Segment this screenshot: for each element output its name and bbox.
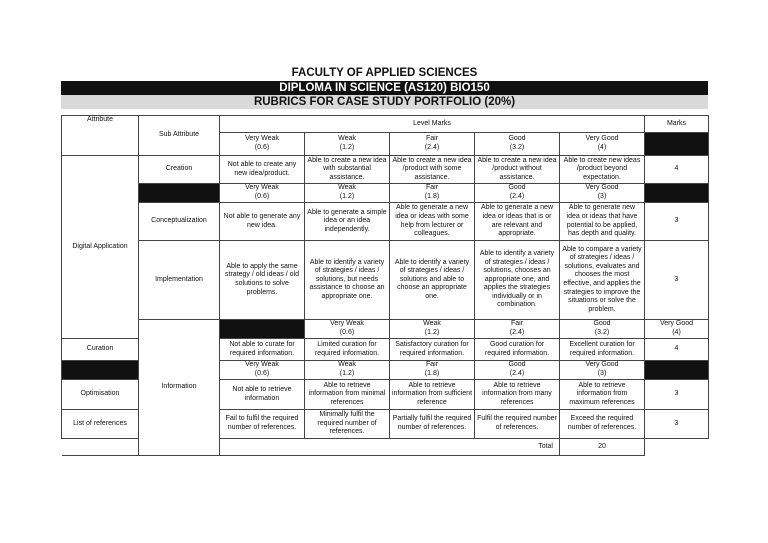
rubric-cell: Exceed the required number of references. [560, 410, 645, 439]
total-label: Total [62, 439, 560, 456]
level-label: Good [508, 184, 526, 192]
level-score: (0.6) [254, 370, 270, 377]
sub-attribute-conceptualization: Conceptualization [139, 203, 220, 241]
faculty-title: FACULTY OF APPLIED SCIENCES [291, 67, 478, 79]
marks-cell: 3 [645, 203, 709, 241]
level-label: Fair [425, 361, 439, 369]
blank-cell [139, 184, 220, 203]
level-score: (0.6) [254, 144, 270, 151]
level-cell [305, 361, 390, 380]
level-score: (2.4) [424, 144, 440, 151]
marks-cell: 4 [645, 339, 709, 361]
blank-cell [645, 361, 709, 380]
blank-cell [62, 361, 139, 380]
level-cell [220, 184, 305, 203]
blank-cell [645, 133, 709, 156]
rubric-cell: Able to retrieve information from sufficient reference [390, 380, 475, 410]
level-cell [390, 320, 475, 339]
level-marks-header: Level Marks [220, 116, 645, 133]
rubric-cell: Able to retrieve information from many references [475, 380, 560, 410]
rubric-cell: Not able to create any new idea/product. [220, 156, 305, 184]
level-cell [475, 184, 560, 203]
rubric-cell: Able to identify a variety of strategies / ideas / solutions, but needs assistance to choose an appropriate one. [305, 241, 390, 320]
level-cell [560, 320, 645, 339]
level-label: Good [508, 361, 526, 369]
rubric-cell: Satisfactory curation for required information. [390, 339, 475, 361]
rubric-cell: Able to retrieve information from maximum references [560, 380, 645, 410]
rubric-cell: Limited curation for required information. [305, 339, 390, 361]
level-score: (4) [672, 329, 681, 336]
attribute-information: Information [139, 320, 220, 456]
level-label: Good [508, 135, 526, 143]
level-score: (1.8) [424, 193, 440, 200]
rubric-cell: Able to generate a simple idea or an idea independently. [305, 203, 390, 241]
level-label: Weak [338, 361, 356, 369]
level-cell [390, 184, 475, 203]
rubric-cell: Minimally fulfil the required number of references. [305, 410, 390, 439]
rubric-cell: Able to identify a variety of strategies / ideas / solutions and able to choose an appropriate one. [390, 241, 475, 320]
rubric-cell: Able to compare a variety of strategies / ideas / solutions, evaluates and chooses the most effective, and applies the strategies to improve the situations or solve the problem. [560, 241, 645, 320]
rubric-cell: Not able to generate any new idea. [220, 203, 305, 241]
level-cell [390, 361, 475, 380]
level-score: (1.2) [424, 329, 440, 336]
level-cell [560, 184, 645, 203]
level-label: Very Good [585, 184, 619, 192]
blank-cell [220, 320, 305, 339]
level-cell [390, 133, 475, 156]
rubric-cell: Able to generate a new idea or ideas with some help from lecturer or colleagues. [390, 203, 475, 241]
sub-attribute-implementation: Implementation [139, 241, 220, 320]
level-label: Weak [338, 135, 356, 143]
rubric-cell: Able to generate new idea or ideas that have potential to be applied, has depth and quality. [560, 203, 645, 241]
level-label: Fair [425, 184, 439, 192]
sub-attribute-optimisation: Optimisation [62, 380, 139, 410]
marks-cell: 3 [645, 380, 709, 410]
rubric-cell: Able to retrieve information from minimal references [305, 380, 390, 410]
rubric-cell: Fulfil the required number of references. [475, 410, 560, 439]
level-label: Weak [338, 184, 356, 192]
rubric-cell: Able to apply the same strategy / old ideas / old solutions to solve problems. [220, 241, 305, 320]
rubric-cell: Excellent curation for required information. [560, 339, 645, 361]
rubric-cell: Able to identify a variety of strategies / ideas / solutions, chooses an appropriate one, and applies the strategies individually or in combination. [475, 241, 560, 320]
level-cell [560, 361, 645, 380]
level-score: (2.4) [509, 329, 525, 336]
level-score: (1.2) [339, 144, 355, 151]
sub-attribute-creation: Creation [139, 156, 220, 184]
programme-title: DIPLOMA IN SCIENCE (AS120) BIO150 [61, 81, 708, 95]
sub-attribute-curation: Curation [62, 339, 139, 361]
sub-attribute-references: List of references [62, 410, 139, 439]
marks-cell: 3 [645, 410, 709, 439]
rubric-cell: Able to create a new idea with substantial assistance. [305, 156, 390, 184]
level-cell [305, 320, 390, 339]
level-cell [475, 361, 560, 380]
level-score: (0.6) [254, 193, 270, 200]
attribute-digital-application: Digital Application [62, 156, 139, 339]
level-label: Fair [425, 135, 439, 143]
blank-cell [645, 184, 709, 203]
rubric-cell: Able to create a new idea /product without assistance. [475, 156, 560, 184]
level-label: Very Weak [330, 320, 364, 328]
level-cell [220, 133, 305, 156]
level-score: (1.2) [339, 370, 355, 377]
marks-header: Marks [645, 116, 709, 133]
level-score: (3) [597, 370, 607, 377]
rubric-table [61, 115, 709, 456]
rubric-cell: Partially fulfil the required number of references. [390, 410, 475, 439]
level-label: Very Weak [245, 135, 279, 143]
level-label: Fair [510, 320, 524, 328]
level-score: (4) [597, 144, 607, 151]
level-cell [475, 133, 560, 156]
level-cell [305, 184, 390, 203]
level-cell [645, 320, 709, 339]
level-score: (3.2) [594, 329, 610, 336]
rubric-cell: Able to generate a new idea or ideas that is or are relevant and appropriate. [475, 203, 560, 241]
level-score: (3.2) [509, 144, 525, 151]
level-label: Good [593, 320, 611, 328]
level-score: (1.8) [424, 370, 440, 377]
rubric-cell: Able to create a new idea /product with some assistance. [390, 156, 475, 184]
level-score: (1.2) [339, 193, 355, 200]
rubric-title: RUBRICS FOR CASE STUDY PORTFOLIO (20%) [61, 95, 708, 109]
level-label: Weak [423, 320, 441, 328]
level-cell [305, 133, 390, 156]
level-score: (3) [597, 193, 607, 200]
marks-cell: 4 [645, 156, 709, 184]
level-label: Very Good [585, 361, 619, 369]
sub-attribute-header: Sub Attribute [139, 116, 220, 156]
level-cell [475, 320, 560, 339]
level-cell [220, 361, 305, 380]
rubric-cell: Not able to retrieve information [220, 380, 305, 410]
level-label: Very Good [585, 135, 619, 143]
level-label: Very Good [659, 320, 694, 328]
rubric-cell: Good curation for required information. [475, 339, 560, 361]
level-label: Very Weak [245, 184, 279, 192]
total-value: 20 [560, 439, 645, 456]
attribute-header: Attribute [62, 116, 139, 156]
level-label: Very Weak [245, 361, 279, 369]
level-score: (0.6) [339, 329, 355, 336]
rubric-cell: Able to create new ideas /product beyond expectation. [560, 156, 645, 184]
level-score: (2.4) [509, 193, 525, 200]
level-score: (2.4) [509, 370, 525, 377]
level-cell [560, 133, 645, 156]
marks-cell: 3 [645, 241, 709, 320]
rubric-cell: Fail to fulfil the required number of references. [220, 410, 305, 439]
rubric-cell: Not able to curate for required information. [220, 339, 305, 361]
